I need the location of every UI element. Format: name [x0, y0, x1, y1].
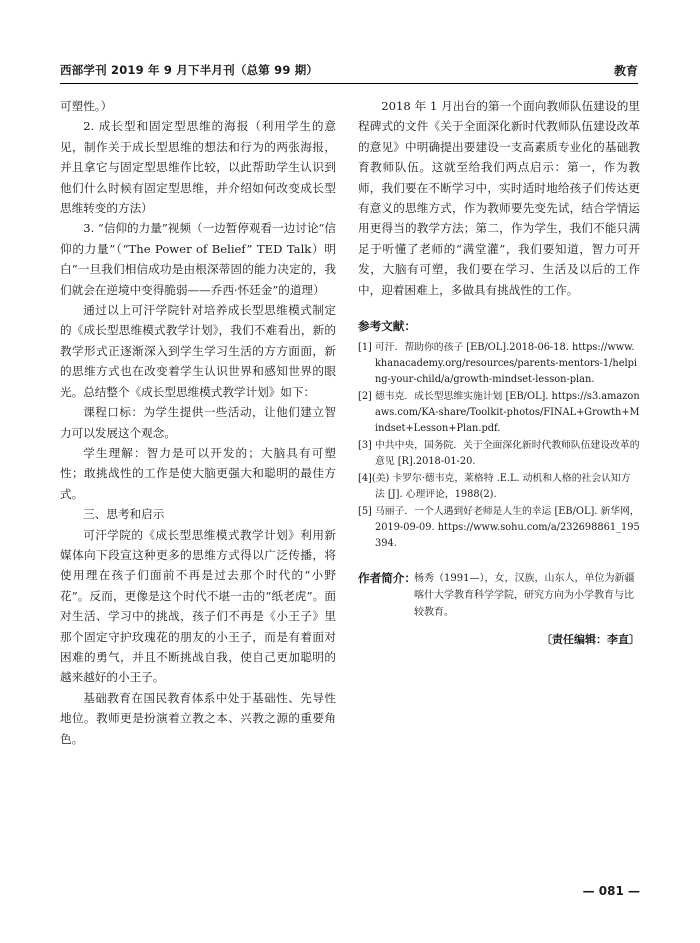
page-number: — 081 — — [582, 884, 640, 898]
running-header — [60, 62, 638, 82]
paragraph: 基础教育在国民教育体系中处于基础性、先导性地位。教师更是扮演着立教之本、兴教之源的重要角色。 — [60, 690, 336, 746]
reference-item: [2] 德韦克．成长型思维实施计划 [EB/OL]. https://s3.amazonaws.com/KA-share/Toolkit-photos/FINAL+Growth+Mindset+Lesson+Plan.pdf. — [358, 391, 640, 435]
paragraph: 通过以上可汗学院针对培养成长型思维模式制定的《成长型思维模式教学计划》，我们不难看出，新的教学形式正逐渐深入到学生学习生活的方方面面，新的思维方式也在改变着学生认识世界和感知世界的眼光。总结整个《成长型思维模式教学计划》如下： — [60, 303, 336, 399]
left-column — [60, 96, 336, 749]
journal-title: 西部学刊 2019 年 9 月下半月刊（总第 99 期） — [60, 63, 319, 77]
paragraph: 2018 年 1 月出台的第一个面向教师队伍建设的里程碑式的文件《关于全面深化新时代教师队伍建设改革的意见》中明确提出要建设一支高素质专业化的基础教育教师队伍。这就至给我们两点启示：第一，作为教师，我们要在不断学习中，实时适时地给孩子们传达更有意义的思维方式，作为教师要先变先试，结合学情运用更得当的教学方法；第二，作为学生，我们不能只满足于听懂了老师的“满堂灌”，我们要知道，智力可开发，大脑有可塑，我们要在学习、生活及以后的工作中，迎着困难上，多做具有挑战性的工作。 — [358, 99, 640, 297]
references-heading: 参考文献： — [358, 319, 416, 334]
right-column — [358, 96, 640, 647]
section-name: 教育 — [613, 64, 638, 78]
list-item-posters: 2. 成长型和固定型思维的海报（利用学生的意见，制作关于成长型思维的想法和行为的两张海报，并且拿它与固定型思维作比较，以此帮助学生认识到他们什么时候有固定型思维，并介绍如何改变成长型思维转变的方法） — [60, 119, 336, 216]
author-label: 作者简介： — [358, 571, 416, 586]
author-bio — [358, 570, 640, 621]
paragraph: 可塑性。） — [60, 99, 113, 113]
responsible-editor: 〔责任编辑：李直〕 — [541, 633, 640, 647]
course-goal: 课程口标：为学生提供一些活动，让他们建立智力可以发展这个观念。 — [60, 405, 336, 440]
section-heading: 三、思考和启示 — [83, 507, 165, 522]
list-item-video: 3. “信仰的力量”视频（一边暂停观看一边讨论“信仰的力量”（“The Power of Belief” TED Talk）明白“一旦我们相信成功是由根深蒂固的能力决定的，我们就会在逆境中变得脆弱——乔西·怀廷金”的道理） — [60, 221, 336, 297]
paragraph: 可汗学院的《成长型思维模式教学计划》利用新媒体向下段宣这种更多的思维方式得以广泛传播，将使用理在孩子们面前不再是过去那个时代的“小野花”。反而，更像是这个时代不堪一击的“纸老虎”。面对生活、学习中的挑战，孩子们不再是《小王子》里那个固定守护玫瑰花的朋友的小王子，而是有着面对困难的勇气，并且不断挑战自我，使自己更加聪明的越来越好的小王子。 — [60, 527, 336, 685]
reference-item: [3] 中共中央，国务院．关于全面深化新时代教师队伍建设改革的意见 [R].2018-01-20. — [358, 440, 640, 468]
student-understanding: 学生理解：智力是可以开发的；大脑具有可塑性；敢挑战性的工作是使大脑更强大和聪明的最佳方式。 — [60, 445, 336, 501]
reference-item: [4](美) 卡罗尔·德韦克，莱格特 .E.L. 动机和人格的社会认知方法 [J]. 心理评论，1988(2). — [358, 473, 631, 501]
header-rule — [60, 83, 638, 84]
reference-item: [1] 可汗．帮助你的孩子 [EB/OL].2018-06-18. https://www.khanacademy.org/resources/parents-mentors-1/helping-your-child/a/growth-mindset-lesson-plan. — [358, 342, 638, 386]
reference-item: [5] 马丽子．一个人遇到好老师是人生的幸运 [EB/OL]. 新华网，2019-09-09. https://www.sohu.com/a/232698861_195394. — [358, 506, 640, 550]
author-text: 杨秀（1991—），女，汉族，山东人，单位为新疆喀什大学教育科学学院，研究方向为小学教育与比较教育。 — [414, 573, 635, 619]
